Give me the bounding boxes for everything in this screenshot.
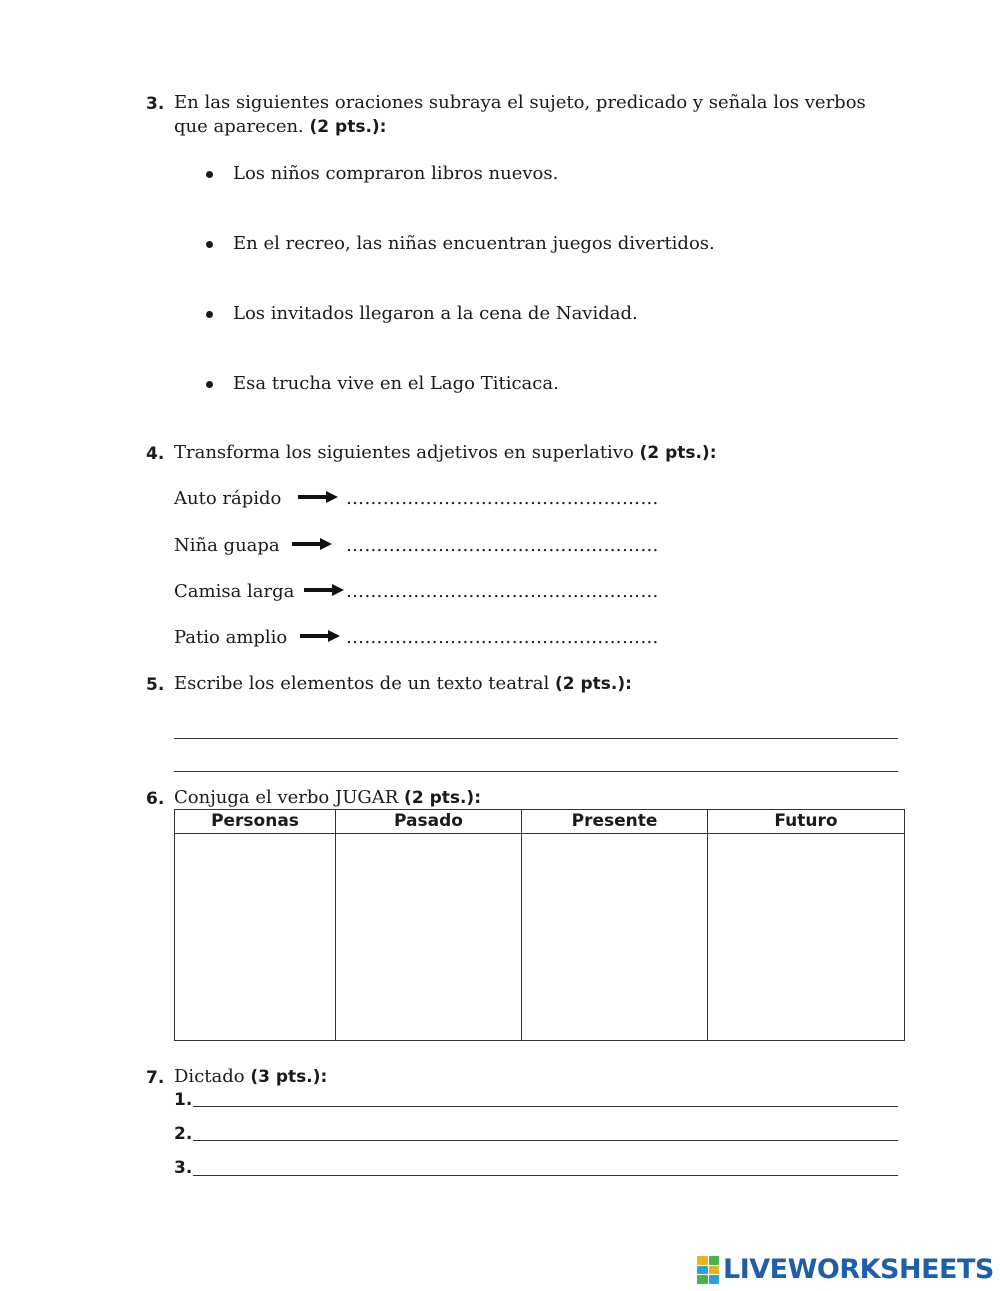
logo-text: LIVEWORKSHEETS (723, 1254, 994, 1285)
q4-answer-blank[interactable]: …………………………………………… (346, 535, 659, 556)
q5-number: 5. (146, 675, 165, 695)
q4-points: (2 pts.): (639, 443, 717, 463)
dictation-number: 1. (174, 1090, 193, 1110)
q3-instruction (174, 91, 914, 139)
cell-personas[interactable] (175, 834, 336, 1041)
dictation-number: 2. (174, 1124, 193, 1144)
bullet-icon (206, 171, 213, 178)
q7-number: 7. (146, 1068, 165, 1088)
header-presente: Presente (522, 810, 708, 834)
cell-presente[interactable] (522, 834, 708, 1041)
q5-instruction: Escribe los elementos de un texto teatral (2 pts.): (174, 673, 632, 694)
arrow-right-icon (304, 583, 344, 597)
liveworksheets-logo (697, 1253, 994, 1287)
q6-number: 6. (146, 789, 165, 809)
q3-instruction-line2: que aparecen. (2 pts.): (174, 116, 387, 137)
header-personas: Personas (175, 810, 336, 834)
q6-points: (2 pts.): (404, 788, 482, 808)
q3-instruction-line1: En las siguientes oraciones subraya el sujeto, predicado y señala los verbos (174, 92, 866, 113)
arrow-right-icon (292, 537, 332, 551)
dictation-line[interactable] (193, 1106, 898, 1107)
table-header-row (175, 810, 905, 834)
q4-item-label: Patio amplio (174, 627, 288, 648)
bullet-icon (206, 381, 213, 388)
q4-answer-blank[interactable]: …………………………………………… (346, 581, 659, 602)
q7-instruction: Dictado (3 pts.): (174, 1066, 328, 1087)
q3-sentence-3: Los invitados llegaron a la cena de Navidad. (233, 302, 638, 326)
cell-futuro[interactable] (708, 834, 905, 1041)
q3-sentence-1: Los niños compraron libros nuevos. (233, 162, 558, 186)
cell-pasado[interactable] (336, 834, 522, 1041)
arrow-right-icon (300, 629, 340, 643)
q4-item-label: Auto rápido (174, 488, 282, 509)
q3-number: 3. (146, 94, 165, 114)
q3-sentence-4: Esa trucha vive en el Lago Titicaca. (233, 372, 559, 396)
conjugation-table (174, 809, 905, 1041)
liveworksheets-logo-icon (697, 1256, 719, 1284)
q4-item-label: Niña guapa (174, 535, 280, 556)
q4-instruction: Transforma los siguientes adjetivos en superlativo (2 pts.): (174, 442, 717, 463)
bullet-icon (206, 241, 213, 248)
dictation-line[interactable] (193, 1175, 898, 1176)
header-pasado: Pasado (336, 810, 522, 834)
dictation-line[interactable] (193, 1140, 898, 1141)
arrow-right-icon (298, 490, 338, 504)
q4-answer-blank[interactable]: …………………………………………… (346, 488, 659, 509)
q7-points: (3 pts.): (250, 1067, 328, 1087)
header-futuro: Futuro (708, 810, 905, 834)
q5-answer-line[interactable] (174, 738, 898, 739)
table-row (175, 834, 905, 1041)
dictation-number: 3. (174, 1158, 193, 1178)
q5-answer-line[interactable] (174, 771, 898, 772)
q5-points: (2 pts.): (554, 674, 632, 694)
q3-sentence-2: En el recreo, las niñas encuentran juegos divertidos. (233, 232, 715, 256)
q4-number: 4. (146, 444, 165, 464)
bullet-icon (206, 311, 213, 318)
q6-instruction: Conjuga el verbo JUGAR (2 pts.): (174, 787, 482, 808)
q4-item-label: Camisa larga (174, 581, 295, 602)
q4-answer-blank[interactable]: …………………………………………… (346, 627, 659, 648)
q3-points: (2 pts.): (309, 117, 387, 137)
